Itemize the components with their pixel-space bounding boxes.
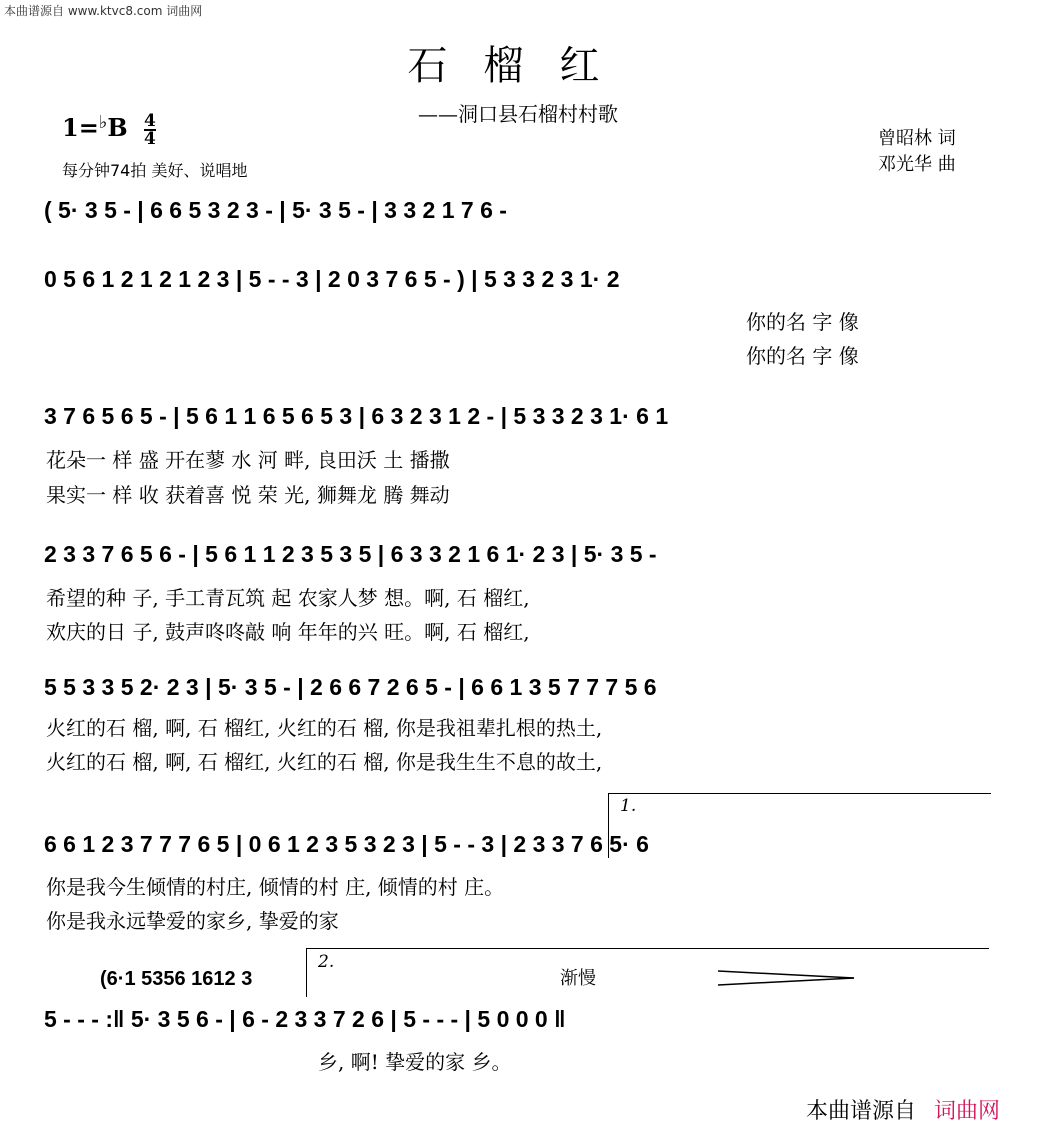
key-prefix: 1= [62, 113, 99, 142]
key-signature [62, 112, 156, 147]
lyrics-row-2-verse-2: 你的名 字 像 [746, 344, 859, 368]
time-signature [143, 110, 156, 149]
notation-row-1: ( 5· 3 5 - | 6 6 5 3 2 3 - | 5· 3 5 - | 3 3 2 1 7 6 - [44, 197, 507, 223]
lyrics-row-6-verse-2: 你是我永远挚爱的家乡, 挚爱的家 [46, 909, 339, 933]
composer-credit: 邓光华 曲 [878, 154, 956, 175]
lyrics-row-3-verse-2: 果实一 样 收 获着喜 悦 荣 光, 狮舞龙 腾 舞动 [46, 483, 450, 507]
notation-row-6: 6 6 1 2 3 7 7 7 6 5 | 0 6 1 2 3 5 3 2 3 | 5 - - 3 | 2 3 3 7 6 5· 6 [44, 831, 649, 857]
lyricist-credit: 曾昭林 词 [878, 128, 956, 149]
volta-2-bracket [306, 948, 989, 997]
watermark-bottom-right: 词曲网 [934, 1099, 1001, 1124]
watermark-bottom [806, 1094, 1000, 1125]
time-bottom: 4 [143, 128, 156, 149]
lyrics-row-5-verse-1: 火红的石 榴, 啊, 石 榴红, 火红的石 榴, 你是我祖辈扎根的热土, [46, 716, 603, 740]
decrescendo-hairpin [718, 968, 858, 988]
lyrics-row-4-verse-1: 希望的种 子, 手工青瓦筑 起 农家人梦 想。啊, 石 榴红, [46, 586, 530, 610]
time-top: 4 [143, 110, 156, 131]
volta-2-label: 2. [318, 952, 335, 972]
lyrics-row-5-verse-2: 火红的石 榴, 啊, 石 榴红, 火红的石 榴, 你是我生生不息的故土, [46, 750, 603, 774]
volta-1-bracket [608, 793, 991, 858]
notation-row-7: 5 - - - :‖ 5· 3 5 6 - | 6 - 2 3 3 7 2 6 | 5 - - - | 5 0 0 0 ‖ [44, 1006, 566, 1032]
song-subtitle: ——洞口县石榴村村歌 [418, 102, 618, 126]
watermark-top: 本曲谱源自 www.ktvc8.com 词曲网 [4, 4, 203, 18]
notation-row-4: 2 3 3 7 6 5 6 - | 5 6 1 1 2 3 5 3 5 | 6 3 3 2 1 6 1· 2 3 | 5· 3 5 - [44, 541, 657, 567]
key-note: B [107, 113, 128, 142]
tempo-change-marking: 渐慢 [560, 968, 596, 989]
volta-1-label: 1. [620, 796, 637, 816]
lyrics-row-6-verse-1: 你是我今生倾情的村庄, 倾情的村 庄, 倾情的村 庄。 [46, 875, 505, 899]
lyrics-row-7-verse-1: 乡, 啊! 挚爱的家 乡。 [318, 1050, 512, 1074]
notation-row-5: 5 5 3 3 5 2· 2 3 | 5· 3 5 - | 2 6 6 7 2 6 5 - | 6 6 1 3 5 7 7 7 5 6 [44, 674, 657, 700]
flat-sign: ♭ [98, 112, 108, 133]
lyrics-row-2-verse-1: 你的名 字 像 [746, 310, 859, 334]
interlude-notation: (6·1 5356 1612 3 [100, 968, 253, 990]
song-title: 石榴红 [407, 43, 636, 89]
watermark-bottom-left: 本曲谱源自 [806, 1099, 917, 1124]
lyrics-row-4-verse-2: 欢庆的日 子, 鼓声咚咚敲 响 年年的兴 旺。啊, 石 榴红, [46, 620, 530, 644]
lyrics-row-3-verse-1: 花朵一 样 盛 开在蓼 水 河 畔, 良田沃 土 播撒 [46, 448, 450, 472]
notation-row-3: 3 7 6 5 6 5 - | 5 6 1 1 6 5 6 5 3 | 6 3 2 3 1 2 - | 5 3 3 2 3 1· 6 1 [44, 403, 669, 429]
notation-row-2: 0 5 6 1 2 1 2 1 2 3 | 5 - - 3 | 2 0 3 7 6 5 - ) | 5 3 3 2 3 1· 2 [44, 266, 620, 292]
tempo-marking: 每分钟74拍 美好、说唱地 [62, 161, 248, 180]
